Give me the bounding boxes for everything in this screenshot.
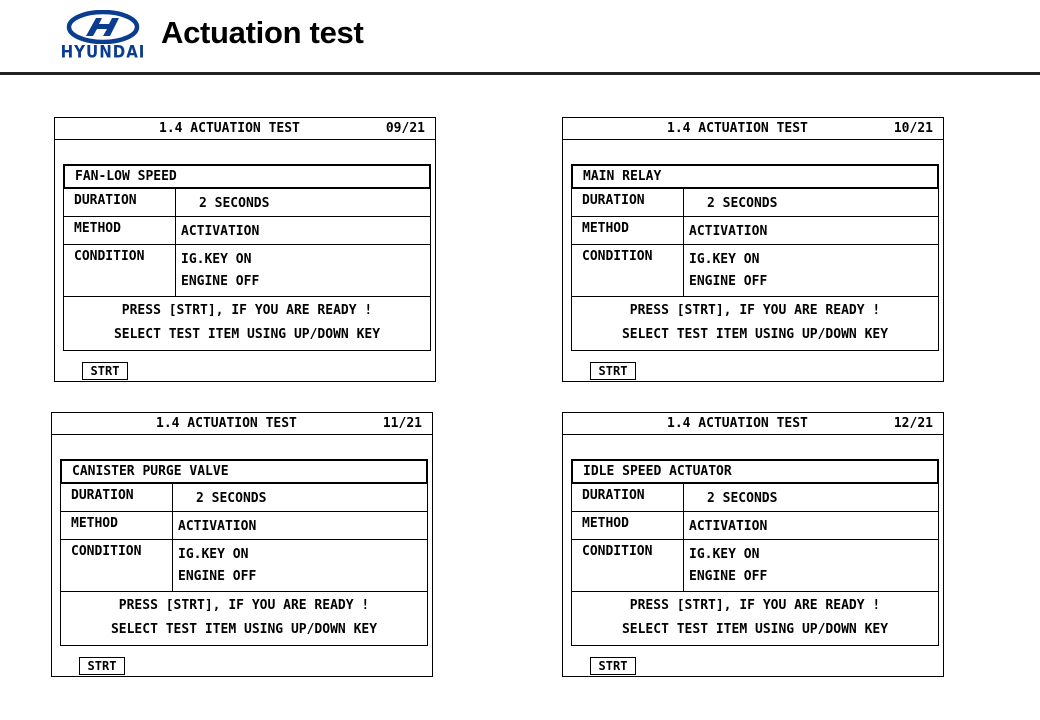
test-item: MAIN RELAY bbox=[571, 164, 939, 189]
actuation-screen bbox=[562, 117, 944, 382]
screen-header bbox=[52, 413, 432, 435]
test-item: FAN-LOW SPEED bbox=[63, 164, 431, 189]
condition-line-2: ENGINE OFF bbox=[178, 569, 257, 584]
test-parameters bbox=[571, 189, 939, 297]
condition-label: CONDITION bbox=[71, 544, 142, 559]
method-label: METHOD bbox=[71, 516, 118, 531]
instruction-message bbox=[571, 296, 939, 351]
duration-value: 2 SECONDS bbox=[199, 196, 270, 211]
start-button[interactable]: STRT bbox=[79, 657, 125, 675]
actuation-screen bbox=[54, 117, 436, 382]
screen-title: 1.4 ACTUATION TEST bbox=[156, 416, 297, 431]
test-item: IDLE SPEED ACTUATOR bbox=[571, 459, 939, 484]
duration-row bbox=[572, 484, 938, 512]
condition-line-2: ENGINE OFF bbox=[181, 274, 260, 289]
condition-line-1: IG.KEY ON bbox=[178, 547, 249, 562]
condition-line-2: ENGINE OFF bbox=[689, 569, 768, 584]
duration-label: DURATION bbox=[71, 488, 134, 503]
condition-row bbox=[572, 540, 938, 591]
condition-value bbox=[178, 544, 256, 588]
condition-value bbox=[689, 544, 767, 588]
condition-row bbox=[61, 540, 427, 591]
test-parameters bbox=[571, 484, 939, 592]
message-line-2: SELECT TEST ITEM USING UP/DOWN KEY bbox=[621, 622, 889, 637]
method-label: METHOD bbox=[74, 221, 121, 236]
header-divider bbox=[0, 72, 1040, 75]
duration-label: DURATION bbox=[582, 488, 645, 503]
method-row bbox=[61, 512, 427, 540]
message-line-1: PRESS [STRT], IF YOU ARE READY ! bbox=[121, 303, 373, 318]
method-value: ACTIVATION bbox=[689, 224, 768, 239]
method-label: METHOD bbox=[582, 221, 629, 236]
actuation-screen bbox=[51, 412, 433, 677]
start-button[interactable]: STRT bbox=[590, 362, 636, 380]
test-parameters bbox=[63, 189, 431, 297]
page-title: Actuation test bbox=[161, 15, 364, 50]
screen-title: 1.4 ACTUATION TEST bbox=[667, 121, 808, 136]
screen-header bbox=[563, 118, 943, 140]
condition-value bbox=[181, 249, 259, 293]
message-line-1: PRESS [STRT], IF YOU ARE READY ! bbox=[629, 598, 881, 613]
condition-line-1: IG.KEY ON bbox=[181, 252, 252, 267]
actuation-screen bbox=[562, 412, 944, 677]
start-button[interactable]: STRT bbox=[82, 362, 128, 380]
message-line-2: SELECT TEST ITEM USING UP/DOWN KEY bbox=[621, 327, 889, 342]
duration-row bbox=[572, 189, 938, 217]
message-line-1: PRESS [STRT], IF YOU ARE READY ! bbox=[118, 598, 370, 613]
screen-header bbox=[563, 413, 943, 435]
condition-value bbox=[689, 249, 767, 293]
duration-value: 2 SECONDS bbox=[196, 491, 267, 506]
hyundai-emblem-icon bbox=[66, 10, 140, 44]
condition-line-1: IG.KEY ON bbox=[689, 252, 760, 267]
test-item: CANISTER PURGE VALVE bbox=[60, 459, 428, 484]
instruction-message bbox=[571, 591, 939, 646]
method-row bbox=[64, 217, 430, 245]
duration-row bbox=[64, 189, 430, 217]
page-counter: 11/21 bbox=[382, 416, 422, 431]
screen-title: 1.4 ACTUATION TEST bbox=[667, 416, 808, 431]
screen-title: 1.4 ACTUATION TEST bbox=[159, 121, 300, 136]
condition-label: CONDITION bbox=[582, 544, 653, 559]
condition-line-2: ENGINE OFF bbox=[689, 274, 768, 289]
method-value: ACTIVATION bbox=[689, 519, 768, 534]
message-line-1: PRESS [STRT], IF YOU ARE READY ! bbox=[629, 303, 881, 318]
slide-header bbox=[0, 0, 1040, 76]
brand-wordmark: HYUNDAI bbox=[60, 42, 146, 62]
start-button[interactable]: STRT bbox=[590, 657, 636, 675]
hyundai-logo bbox=[52, 10, 154, 62]
condition-line-1: IG.KEY ON bbox=[689, 547, 760, 562]
instruction-message bbox=[60, 591, 428, 646]
page-counter: 09/21 bbox=[385, 121, 425, 136]
condition-row bbox=[64, 245, 430, 296]
page-counter: 12/21 bbox=[893, 416, 933, 431]
condition-label: CONDITION bbox=[74, 249, 145, 264]
method-row bbox=[572, 217, 938, 245]
duration-row bbox=[61, 484, 427, 512]
condition-row bbox=[572, 245, 938, 296]
method-value: ACTIVATION bbox=[181, 224, 260, 239]
test-parameters bbox=[60, 484, 428, 592]
message-line-2: SELECT TEST ITEM USING UP/DOWN KEY bbox=[110, 622, 378, 637]
page-counter: 10/21 bbox=[893, 121, 933, 136]
screen-header bbox=[55, 118, 435, 140]
message-line-2: SELECT TEST ITEM USING UP/DOWN KEY bbox=[113, 327, 381, 342]
method-value: ACTIVATION bbox=[178, 519, 257, 534]
condition-label: CONDITION bbox=[582, 249, 653, 264]
method-label: METHOD bbox=[582, 516, 629, 531]
duration-label: DURATION bbox=[74, 193, 137, 208]
duration-label: DURATION bbox=[582, 193, 645, 208]
instruction-message bbox=[63, 296, 431, 351]
method-row bbox=[572, 512, 938, 540]
duration-value: 2 SECONDS bbox=[707, 196, 778, 211]
duration-value: 2 SECONDS bbox=[707, 491, 778, 506]
